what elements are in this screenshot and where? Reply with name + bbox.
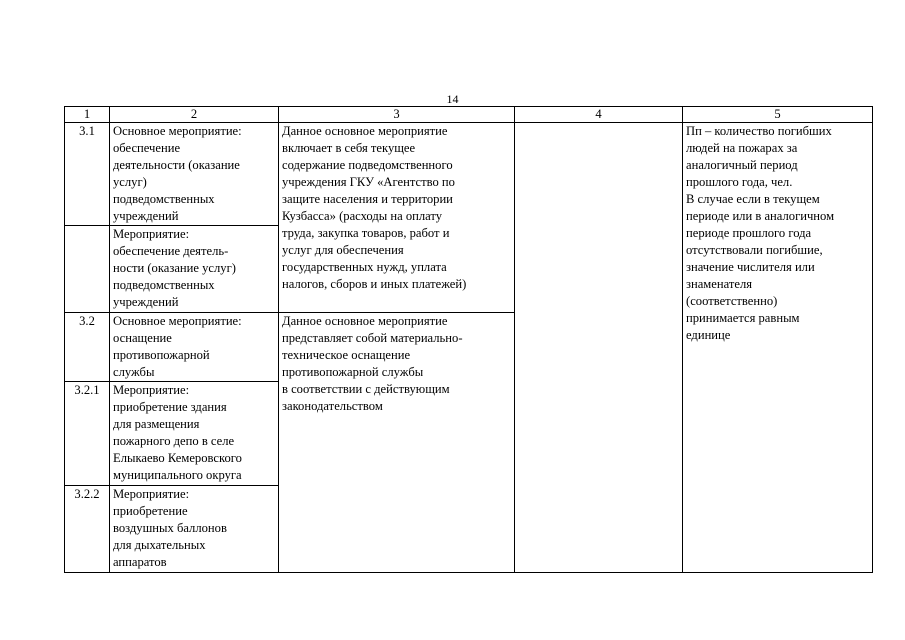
- row-number: 3.2.1: [65, 382, 110, 486]
- column-4-cell: [515, 123, 683, 573]
- row-number: 3.1: [65, 123, 110, 226]
- description-cell: Данное основное мероприятие представляет собой материально- техническое оснащение противопожарной службы в соответствии с действующим законодательством: [279, 313, 515, 573]
- row-number: 3.2.2: [65, 486, 110, 573]
- row-number: [65, 226, 110, 313]
- header-cell-3: 3: [279, 107, 515, 123]
- row-number: 3.2: [65, 313, 110, 382]
- table-row: [65, 123, 873, 226]
- activity-cell: Основное мероприятие: обеспечение деятельности (оказание услуг) подведомственных учреждений: [110, 123, 279, 226]
- header-cell-2: 2: [110, 107, 279, 123]
- header-cell-4: 4: [515, 107, 683, 123]
- activity-cell: Мероприятие: обеспечение деятель- ности (оказание услуг) подведомственных учреждений: [110, 226, 279, 313]
- description-cell: Данное основное мероприятие включает в себя текущее содержание подведомственного учреждения ГКУ «Агентство по защите населения и территории Кузбасса» (расходы на оплату труда, закупка товаров, работ и услуг для обеспечения государственных нужд, уплата налогов, сборов и иных платежей): [279, 123, 515, 313]
- activity-cell: Мероприятие: приобретение воздушных баллонов для дыхательных аппаратов: [110, 486, 279, 573]
- table-header-row: [65, 107, 873, 123]
- activity-cell: Мероприятие: приобретение здания для размещения пожарного депо в селе Елыкаево Кемеровского муниципального округа: [110, 382, 279, 486]
- header-cell-5: 5: [683, 107, 873, 123]
- header-cell-1: 1: [65, 107, 110, 123]
- page-number: 14: [446, 92, 459, 106]
- program-table: [64, 106, 873, 573]
- indicator-cell: Пп – количество погибших людей на пожарах за аналогичный период прошлого года, чел. В случае если в текущем периоде или в аналогичном периоде прошлого года отсутствовали погибшие, значение числителя или знаменателя (соответственно) принимается равным единице: [683, 123, 873, 573]
- activity-cell: Основное мероприятие: оснащение противопожарной службы: [110, 313, 279, 382]
